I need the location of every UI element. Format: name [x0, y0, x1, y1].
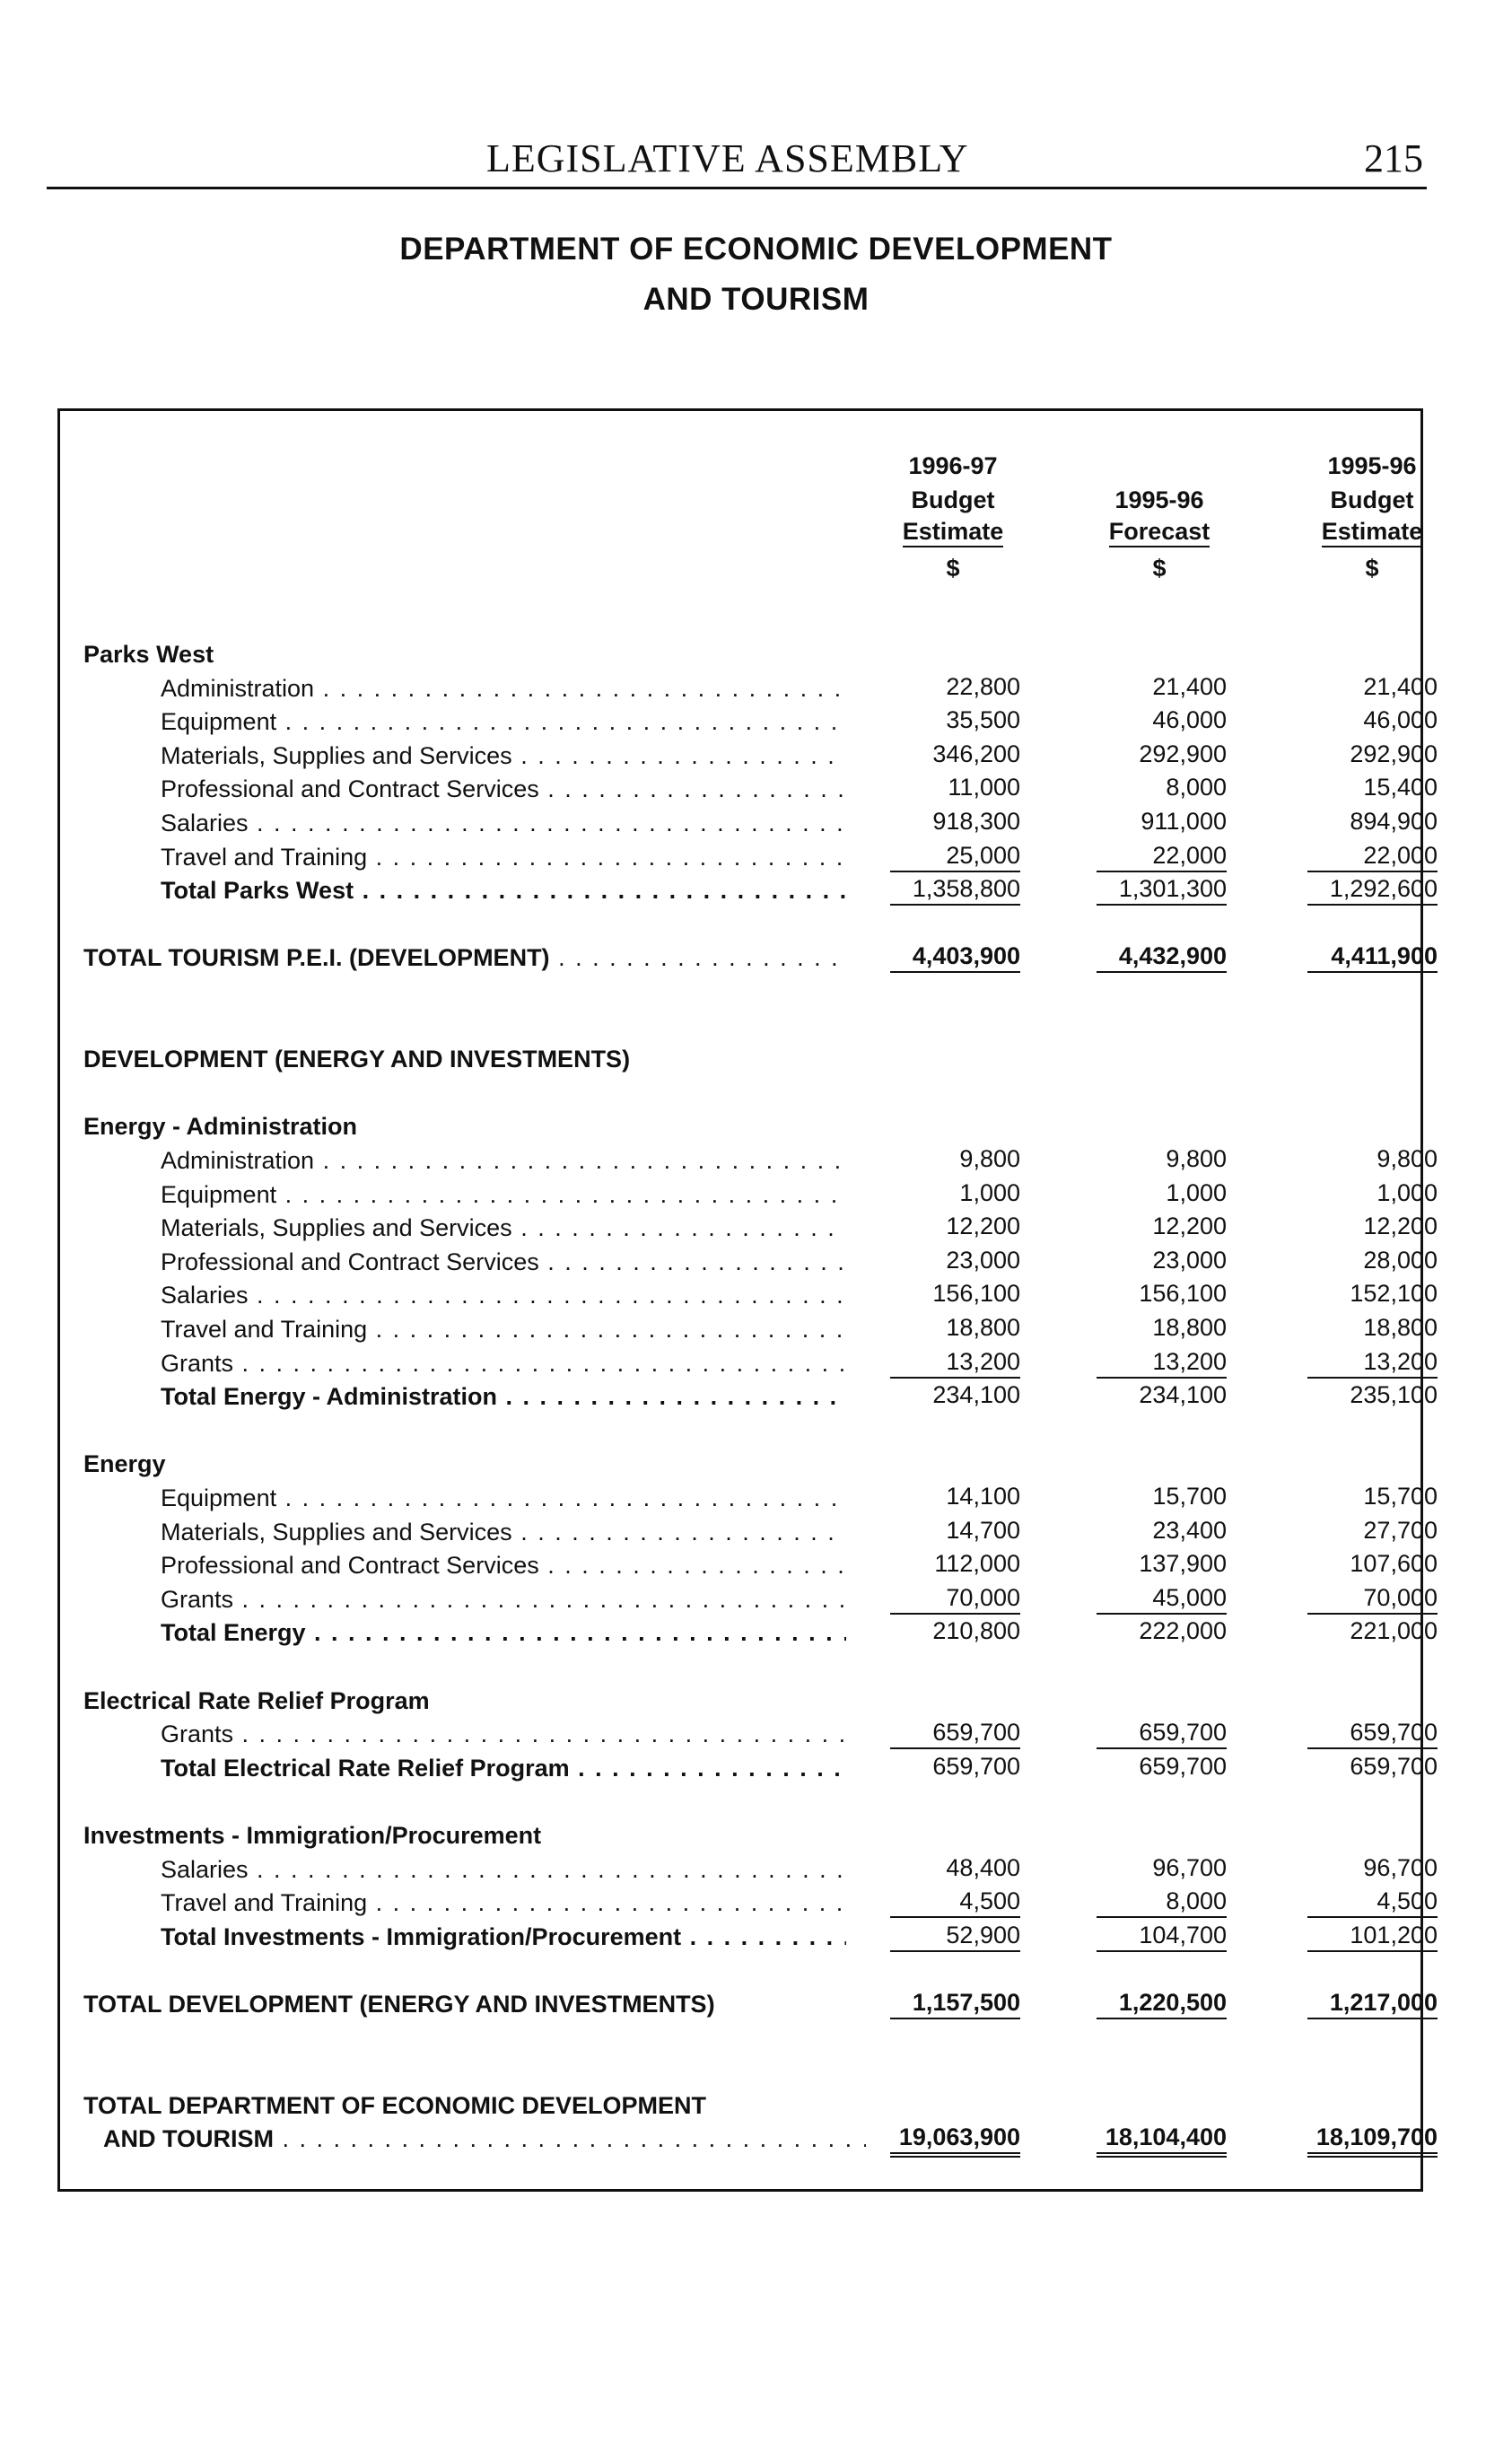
value-cell: 107,600	[1350, 1550, 1438, 1578]
value-cell: 45,000	[1097, 1582, 1227, 1615]
section-heading	[60, 2088, 1426, 2123]
row-label: Professional and Contract Services . . .	[161, 772, 846, 806]
column-unit: $	[1152, 555, 1167, 582]
row-label: Parks West	[83, 641, 214, 668]
table-row	[60, 1245, 1438, 1279]
value-cell: 156,100	[932, 1280, 1020, 1308]
row-label: Equipment . . .	[161, 1178, 846, 1212]
value-cell: 659,700	[1097, 1717, 1227, 1749]
total-row	[60, 1987, 1438, 2021]
row-label: Energy - Administration	[83, 1113, 358, 1141]
value-cell: 659,700	[1350, 1752, 1438, 1780]
table-row	[60, 739, 1438, 773]
table-row	[60, 1278, 1438, 1312]
value-cell: 70,000	[890, 1582, 1020, 1615]
value-cell: 4,411,900	[1307, 941, 1438, 973]
value-cell: 1,217,000	[1307, 1987, 1438, 2019]
value-cell: 104,700	[1097, 1920, 1227, 1952]
row-spacer	[60, 975, 1426, 1009]
department-title-line-1: DEPARTMENT OF ECONOMIC DEVELOPMENT	[399, 232, 1113, 267]
department-title	[0, 224, 1512, 325]
value-cell: 25,000	[890, 840, 1020, 872]
section-heading	[60, 1818, 1426, 1852]
value-cell: 12,200	[1152, 1213, 1227, 1240]
row-spacer	[60, 1650, 1426, 1684]
column-header-1996-97-estimate	[863, 449, 1043, 585]
page-number: 215	[1364, 136, 1423, 180]
column-header-1995-96-estimate	[1282, 449, 1462, 585]
value-cell: 15,700	[1363, 1483, 1438, 1510]
column-unit: $	[946, 555, 960, 582]
value-cell: 96,700	[1152, 1853, 1227, 1881]
row-spacer	[60, 907, 1426, 941]
table-row	[60, 806, 1438, 840]
table-row	[60, 1515, 1438, 1549]
row-label: Materials, Supplies and Services . . .	[161, 1211, 846, 1245]
value-cell: 9,800	[1377, 1145, 1438, 1172]
value-cell: 1,000	[1377, 1178, 1438, 1206]
row-label: Professional and Contract Services . . .	[161, 1245, 846, 1279]
value-cell: 152,100	[1350, 1280, 1438, 1308]
value-cell: 96,700	[1363, 1853, 1438, 1881]
value-cell: 346,200	[932, 740, 1020, 767]
row-label: Equipment . . .	[161, 705, 846, 739]
row-label: Total Energy . . .	[161, 1616, 846, 1650]
table-row	[60, 772, 1438, 806]
value-cell: 14,700	[946, 1516, 1020, 1544]
value-cell: 234,100	[1139, 1381, 1227, 1409]
value-cell: 4,500	[1307, 1886, 1438, 1918]
value-cell: 4,403,900	[890, 941, 1020, 973]
value-cell: 235,100	[1350, 1381, 1438, 1409]
row-label: DEVELOPMENT (ENERGY AND INVESTMENTS)	[83, 1046, 631, 1073]
row-label: Energy	[83, 1450, 166, 1478]
column-header-line: 1995-96	[1327, 452, 1417, 479]
value-cell: 1,000	[959, 1178, 1020, 1206]
row-spacer	[60, 1414, 1426, 1448]
value-cell: 12,200	[946, 1213, 1020, 1240]
column-header-line: Budget	[1330, 486, 1414, 513]
value-cell: 13,200	[1097, 1346, 1227, 1379]
value-cell: 13,200	[890, 1346, 1020, 1379]
row-label: Materials, Supplies and Services . . .	[161, 739, 846, 773]
value-cell: 4,432,900	[1097, 941, 1227, 973]
value-cell: 234,100	[932, 1381, 1020, 1409]
table-row	[60, 1548, 1438, 1582]
value-cell: 18,104,400	[1097, 2122, 1227, 2158]
value-cell: 21,400	[1152, 672, 1227, 700]
value-cell: 156,100	[1139, 1280, 1227, 1308]
row-spacer	[60, 1076, 1426, 1110]
section-heading	[60, 637, 1426, 671]
total-row	[60, 1379, 1438, 1414]
total-row	[60, 1920, 1438, 1954]
value-cell: 15,700	[1152, 1483, 1227, 1510]
value-cell: 48,400	[946, 1853, 1020, 1881]
value-cell: 9,800	[1166, 1145, 1227, 1172]
column-header-line: 1996-97	[908, 452, 998, 479]
value-cell: 292,900	[1139, 740, 1227, 767]
value-cell: 15,400	[1363, 774, 1438, 801]
row-label: Salaries . . .	[161, 1278, 846, 1312]
department-title-line-2: AND TOURISM	[642, 282, 870, 317]
section-heading	[60, 1109, 1426, 1143]
column-header-line: Budget	[911, 486, 995, 513]
value-cell: 22,800	[946, 672, 1020, 700]
value-cell: 659,700	[932, 1752, 1020, 1780]
value-cell: 23,400	[1152, 1516, 1227, 1544]
table-row	[60, 1886, 1438, 1920]
value-cell: 18,800	[1363, 1314, 1438, 1341]
row-label: Grants . . .	[161, 1582, 846, 1616]
value-cell: 28,000	[1363, 1246, 1438, 1274]
value-cell: 659,700	[1307, 1717, 1438, 1749]
value-cell: 1,358,800	[890, 873, 1020, 906]
column-header-line: Estimate	[1322, 517, 1423, 547]
section-heading	[60, 1684, 1426, 1718]
row-spacer	[60, 2054, 1426, 2088]
value-cell: 11,000	[948, 774, 1020, 801]
row-label: Total Energy - Administration . . .	[161, 1379, 846, 1414]
value-cell: 8,000	[1166, 774, 1227, 801]
value-cell: 23,000	[1152, 1246, 1227, 1274]
row-label: Travel and Training . . .	[161, 1886, 846, 1920]
value-cell: 18,800	[946, 1314, 1020, 1341]
value-cell: 1,301,300	[1097, 873, 1227, 906]
row-label: Investments - Immigration/Procurement	[83, 1822, 542, 1849]
row-label: Travel and Training . . .	[161, 840, 846, 874]
row-label: TOTAL DEPARTMENT OF ECONOMIC DEVELOPMENT	[83, 2091, 707, 2119]
row-label: Salaries . . .	[161, 806, 846, 840]
value-cell: 4,500	[890, 1886, 1020, 1918]
value-cell: 1,157,500	[890, 1987, 1020, 2019]
value-cell: 221,000	[1350, 1617, 1438, 1645]
value-cell: 222,000	[1139, 1617, 1227, 1645]
section-heading	[60, 1042, 1426, 1076]
table-row	[60, 1178, 1438, 1212]
table-row	[60, 1717, 1438, 1751]
total-row	[60, 2122, 1438, 2156]
row-spacer	[60, 2021, 1426, 2055]
row-label: Administration . . .	[161, 671, 846, 705]
column-header-line: Forecast	[1109, 517, 1210, 547]
row-label: TOTAL DEVELOPMENT (ENERGY AND INVESTMENTS)	[83, 1991, 715, 2018]
running-title: LEGISLATIVE ASSEMBLY	[486, 136, 969, 180]
row-label: TOTAL TOURISM P.E.I. (DEVELOPMENT) . . .	[83, 941, 846, 975]
total-row	[60, 873, 1438, 907]
row-label: AND TOURISM . . .	[103, 2122, 866, 2156]
value-cell: 35,500	[946, 706, 1020, 734]
table-row	[60, 1312, 1438, 1346]
row-label: Travel and Training . . .	[161, 1312, 846, 1346]
column-header-line	[1070, 449, 1249, 483]
value-cell: 1,220,500	[1097, 1987, 1227, 2019]
value-cell: 22,000	[1097, 840, 1227, 872]
budget-table	[57, 408, 1438, 2192]
row-label: Administration . . .	[161, 1143, 846, 1178]
row-label: Salaries . . .	[161, 1852, 846, 1887]
table-row	[60, 1143, 1438, 1178]
table-row	[60, 1211, 1438, 1245]
table-row	[60, 671, 1438, 705]
value-cell: 23,000	[946, 1246, 1020, 1274]
value-cell: 21,400	[1363, 672, 1438, 700]
column-unit: $	[1365, 555, 1379, 582]
column-header-line: Estimate	[903, 517, 1004, 547]
value-cell: 918,300	[932, 808, 1020, 835]
table-row	[60, 705, 1438, 739]
value-cell: 70,000	[1307, 1582, 1438, 1615]
page-header	[47, 135, 1427, 189]
table-row	[60, 840, 1438, 874]
table-row	[60, 1346, 1438, 1380]
value-cell: 659,700	[1139, 1752, 1227, 1780]
value-cell: 13,200	[1307, 1346, 1438, 1379]
value-cell: 911,000	[1141, 808, 1227, 835]
value-cell: 1,000	[1166, 1178, 1227, 1206]
value-cell: 292,900	[1350, 740, 1438, 767]
row-spacer	[60, 1009, 1426, 1043]
value-cell: 22,000	[1307, 840, 1438, 872]
value-cell: 46,000	[1152, 706, 1227, 734]
value-cell: 27,700	[1363, 1516, 1438, 1544]
total-row	[60, 941, 1438, 975]
value-cell: 894,900	[1350, 808, 1438, 835]
row-label: Equipment . . .	[161, 1481, 846, 1515]
value-cell: 659,700	[890, 1717, 1020, 1749]
value-cell: 18,109,700	[1307, 2122, 1438, 2158]
total-row	[60, 1751, 1438, 1785]
section-heading	[60, 1447, 1426, 1481]
value-cell: 1,292,600	[1307, 873, 1438, 906]
column-header-1995-96-forecast	[1070, 449, 1249, 585]
row-label: Total Parks West . . .	[161, 873, 846, 907]
table-row	[60, 1852, 1438, 1887]
value-cell: 9,800	[959, 1145, 1020, 1172]
value-cell: 210,800	[932, 1617, 1020, 1645]
row-label: Total Investments - Immigration/Procurement . . .	[161, 1920, 846, 1954]
value-cell: 18,800	[1152, 1314, 1227, 1341]
value-cell: 14,100	[946, 1483, 1020, 1510]
table-row	[60, 1481, 1438, 1515]
row-label: Materials, Supplies and Services . . .	[161, 1515, 846, 1549]
value-cell: 8,000	[1097, 1886, 1227, 1918]
column-header-line: 1995-96	[1114, 486, 1204, 513]
row-spacer	[60, 1953, 1426, 1987]
value-cell: 19,063,900	[890, 2122, 1020, 2158]
value-cell: 137,900	[1139, 1550, 1227, 1578]
row-spacer	[60, 1784, 1426, 1818]
row-label: Total Electrical Rate Relief Program . . .	[161, 1751, 846, 1785]
table-row	[60, 1582, 1438, 1616]
total-row	[60, 1616, 1438, 1650]
row-label: Grants . . .	[161, 1346, 846, 1380]
row-label: Grants . . .	[161, 1717, 846, 1751]
value-cell: 12,200	[1363, 1213, 1438, 1240]
value-cell: 112,000	[934, 1550, 1020, 1578]
value-cell: 46,000	[1363, 706, 1438, 734]
row-label: Electrical Rate Relief Program	[83, 1686, 430, 1714]
row-label: Professional and Contract Services . . .	[161, 1548, 846, 1582]
value-cell: 101,200	[1307, 1920, 1438, 1952]
value-cell: 52,900	[890, 1920, 1020, 1952]
